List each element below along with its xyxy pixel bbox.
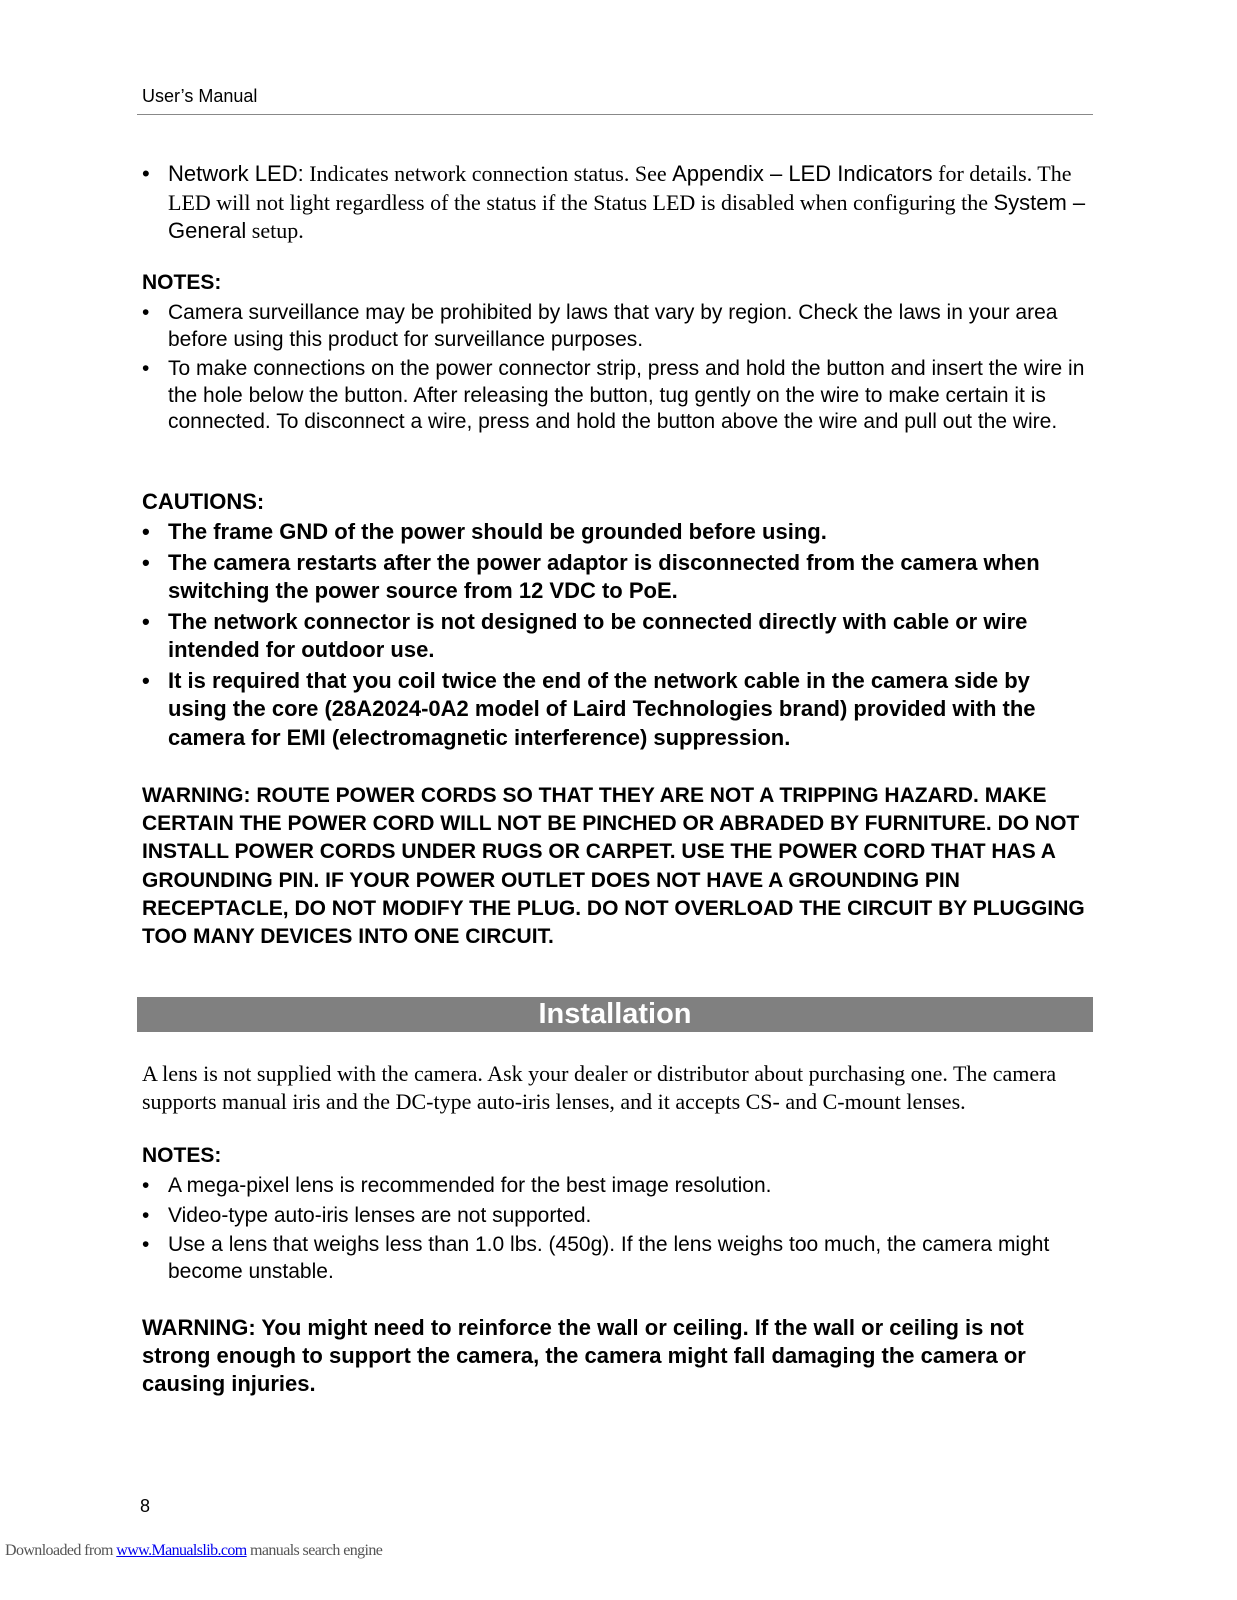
- bullet: •: [142, 357, 150, 380]
- list-item: [142, 356, 1088, 436]
- caution-text: The camera restarts after the power adaptor is disconnected from the camera when switching the power source from 12 VDC to PoE.: [168, 549, 1040, 604]
- bullet: •: [142, 1233, 150, 1256]
- bullet: •: [142, 519, 150, 544]
- network-led-label: Network LED:: [168, 161, 304, 186]
- network-led-text-1: Indicates network connection status. See: [303, 161, 673, 186]
- system-general-reference: System – General: [168, 189, 1086, 243]
- installation-paragraph: A lens is not supplied with the camera. Ask your dealer or distributor about purchasing one. The camera supports manual iris and the DC-type auto-iris lenses, and it accepts CS- and C-mount lenses.: [142, 1061, 1057, 1114]
- list-item: [142, 518, 1088, 546]
- network-led-text-2: for details. The LED will not light regardless of the status if the Status LED is disabled when configuring the: [168, 161, 1072, 215]
- bullet: •: [142, 301, 150, 324]
- list-item: [142, 549, 1088, 606]
- note-text: Camera surveillance may be prohibited by laws that vary by region. Check the laws in your area before using this product for surveillance purposes.: [168, 301, 1058, 351]
- notes-heading: NOTES:: [142, 1144, 222, 1167]
- list-item: [142, 667, 1088, 752]
- wall-ceiling-warning: WARNING: You might need to reinforce the wall or ceiling. If the wall or ceiling is not strong enough to support the camera, the camera might fall damaging the camera or causing injuries.: [142, 1315, 1026, 1397]
- list-item: [142, 1232, 1088, 1285]
- installation-section-title: Installation: [137, 997, 1093, 1032]
- footer-prefix: Downloaded from: [5, 1542, 117, 1559]
- footer-suffix: manuals search engine: [246, 1542, 383, 1559]
- bullet: •: [142, 1203, 150, 1227]
- list-item: [142, 1203, 1088, 1230]
- cautions-heading: CAUTIONS:: [142, 489, 265, 514]
- network-led-item: [142, 160, 1088, 246]
- network-led-text-3: setup.: [246, 218, 304, 243]
- manualslib-link[interactable]: www.Manualslib.com: [116, 1542, 247, 1559]
- caution-text: The network connector is not designed to be connected directly with cable or wire intended for outdoor use.: [168, 608, 1028, 663]
- notes-list: [142, 300, 1088, 439]
- bullet: •: [142, 1174, 150, 1197]
- appendix-reference: Appendix – LED Indicators: [672, 161, 933, 186]
- note-text: A mega-pixel lens is recommended for the best image resolution.: [168, 1174, 772, 1197]
- header-rule: [137, 114, 1093, 115]
- bullet: •: [142, 608, 150, 634]
- bullet: •: [142, 667, 150, 693]
- caution-text: The frame GND of the power should be grounded before using.: [168, 519, 827, 544]
- caution-text: It is required that you coil twice the end of the network cable in the camera side by using the core (28A2024-0A2 model of Laird Technologies brand) provided with the camera for EMI (electromagnetic interference) suppression.: [168, 667, 1036, 750]
- list-item: [142, 300, 1088, 353]
- cautions-list: [142, 518, 1088, 754]
- network-led-list: [142, 160, 1088, 246]
- page-number: 8: [140, 1496, 151, 1516]
- running-header: User’s Manual: [142, 86, 258, 106]
- note-text: Use a lens that weighs less than 1.0 lbs. (450g). If the lens weighs too much, the camera might become unstable.: [168, 1233, 1050, 1283]
- notes-heading: NOTES:: [142, 271, 222, 294]
- bullet: •: [142, 161, 150, 186]
- note-text: Video-type auto-iris lenses are not supported.: [168, 1203, 592, 1227]
- list-item: [142, 608, 1088, 665]
- power-cord-warning: WARNING: ROUTE POWER CORDS SO THAT THEY ARE NOT A TRIPPING HAZARD. MAKE CERTAIN THE POWER CORD WILL NOT BE PINCHED OR ABRADED BY FURNITURE. DO NOT INSTALL POWER CORDS UNDER RUGS OR CARPET. USE THE POWER CORD THAT HAS A GROUNDING PIN. IF YOUR POWER OUTLET DOES NOT HAVE A GROUNDING PIN RECEPTACLE, DO NOT MODIFY THE PLUG. DO NOT OVERLOAD THE CIRCUIT BY PLUGGING TOO MANY DEVICES INTO ONE CIRCUIT.: [142, 784, 1085, 949]
- bullet: •: [142, 549, 150, 575]
- download-footer: [5, 1542, 382, 1560]
- list-item: [142, 1173, 1088, 1200]
- notes-list: [142, 1173, 1088, 1288]
- note-text: To make connections on the power connector strip, press and hold the button and insert the wire in the hole below the button. After releasing the button, tug gently on the wire to make certain it is connected. To disconnect a wire, press and hold the button above the wire and pull out the wire.: [168, 357, 1085, 433]
